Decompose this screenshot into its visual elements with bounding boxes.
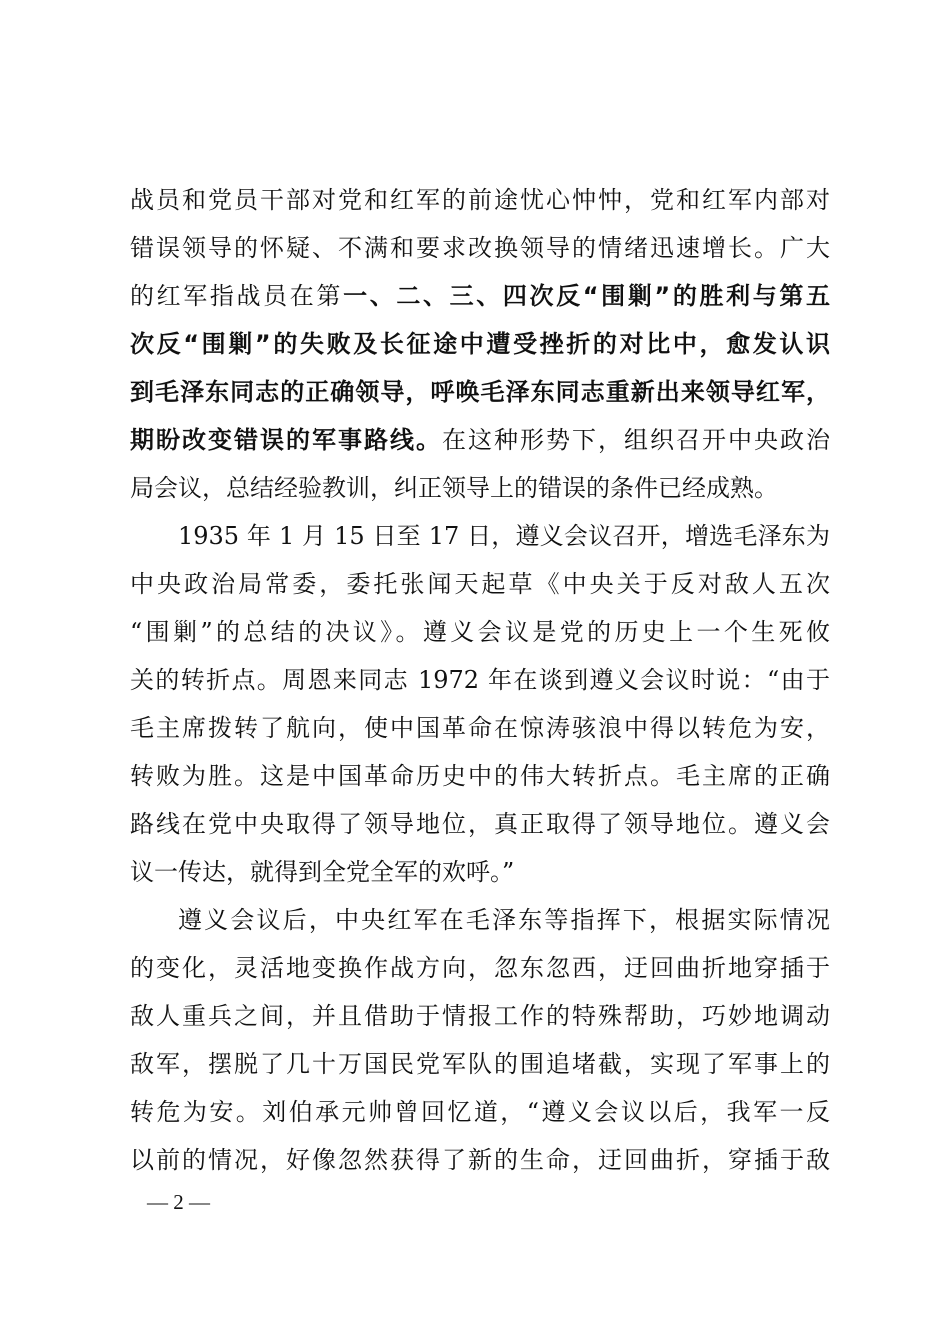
text-line [130, 418, 830, 462]
text-line: 议一传达，就得到全党全军的欢呼。” [130, 858, 515, 886]
text-run: 在这种形势下，组织召开中央政治 [442, 426, 830, 454]
text-line: 的变化，灵活地变换作战方向，忽东忽西，迂回曲折地穿插于 [130, 954, 830, 982]
bold-text-run: 期盼改变错误的军事路线。 [130, 426, 442, 454]
text-line: 1935 年 1 月 15 日至 17 日，遵义会议召开，增选毛泽东为 [178, 522, 830, 550]
text-line: 路线在党中央取得了领导地位，真正取得了领导地位。遵义会 [130, 810, 830, 838]
bold-text-line: 次反“围剿”的失败及长征途中遭受挫折的对比中，愈发认识 [130, 330, 830, 358]
text-line: 局会议，总结经验教训，纠正领导上的错误的条件已经成熟。 [130, 474, 778, 502]
text-line: 敌军，摆脱了几十万国民党军队的围追堵截，实现了军事上的 [130, 1050, 830, 1078]
text-line: “围剿”的总结的决议》。遵义会议是党的历史上一个生死攸 [130, 618, 830, 646]
bold-text-line: 到毛泽东同志的正确领导，呼唤毛泽东同志重新出来领导红军， [130, 378, 830, 406]
text-line: 转危为安。刘伯承元帅曾回忆道，“遵义会议以后，我军一反 [130, 1098, 830, 1126]
text-line: 敌人重兵之间，并且借助于情报工作的特殊帮助，巧妙地调动 [130, 1002, 830, 1030]
page-number: — 2 — [147, 1190, 210, 1214]
text-line: 错误领导的怀疑、不满和要求改换领导的情绪迅速增长。广大 [130, 234, 830, 262]
text-line: 中央政治局常委，委托张闻天起草《中央关于反对敌人五次 [130, 570, 830, 598]
text-run: 的红军指战员在第 [130, 282, 344, 310]
text-line [130, 274, 830, 318]
text-line: 关的转折点。周恩来同志 1972 年在谈到遵义会议时说：“由于 [130, 666, 830, 694]
text-line: 以前的情况，好像忽然获得了新的生命，迂回曲折，穿插于敌 [130, 1146, 830, 1174]
bold-text-run: 一、二、三、四次反“围剿”的胜利与第五 [343, 282, 830, 310]
text-line: 毛主席拨转了航向，使中国革命在惊涛骇浪中得以转危为安， [130, 714, 830, 742]
text-line: 战员和党员干部对党和红军的前途忧心忡忡，党和红军内部对 [130, 186, 830, 214]
text-line: 转败为胜。这是中国革命历史中的伟大转折点。毛主席的正确 [130, 762, 830, 790]
text-line: 遵义会议后，中央红军在毛泽东等指挥下，根据实际情况 [178, 906, 830, 934]
